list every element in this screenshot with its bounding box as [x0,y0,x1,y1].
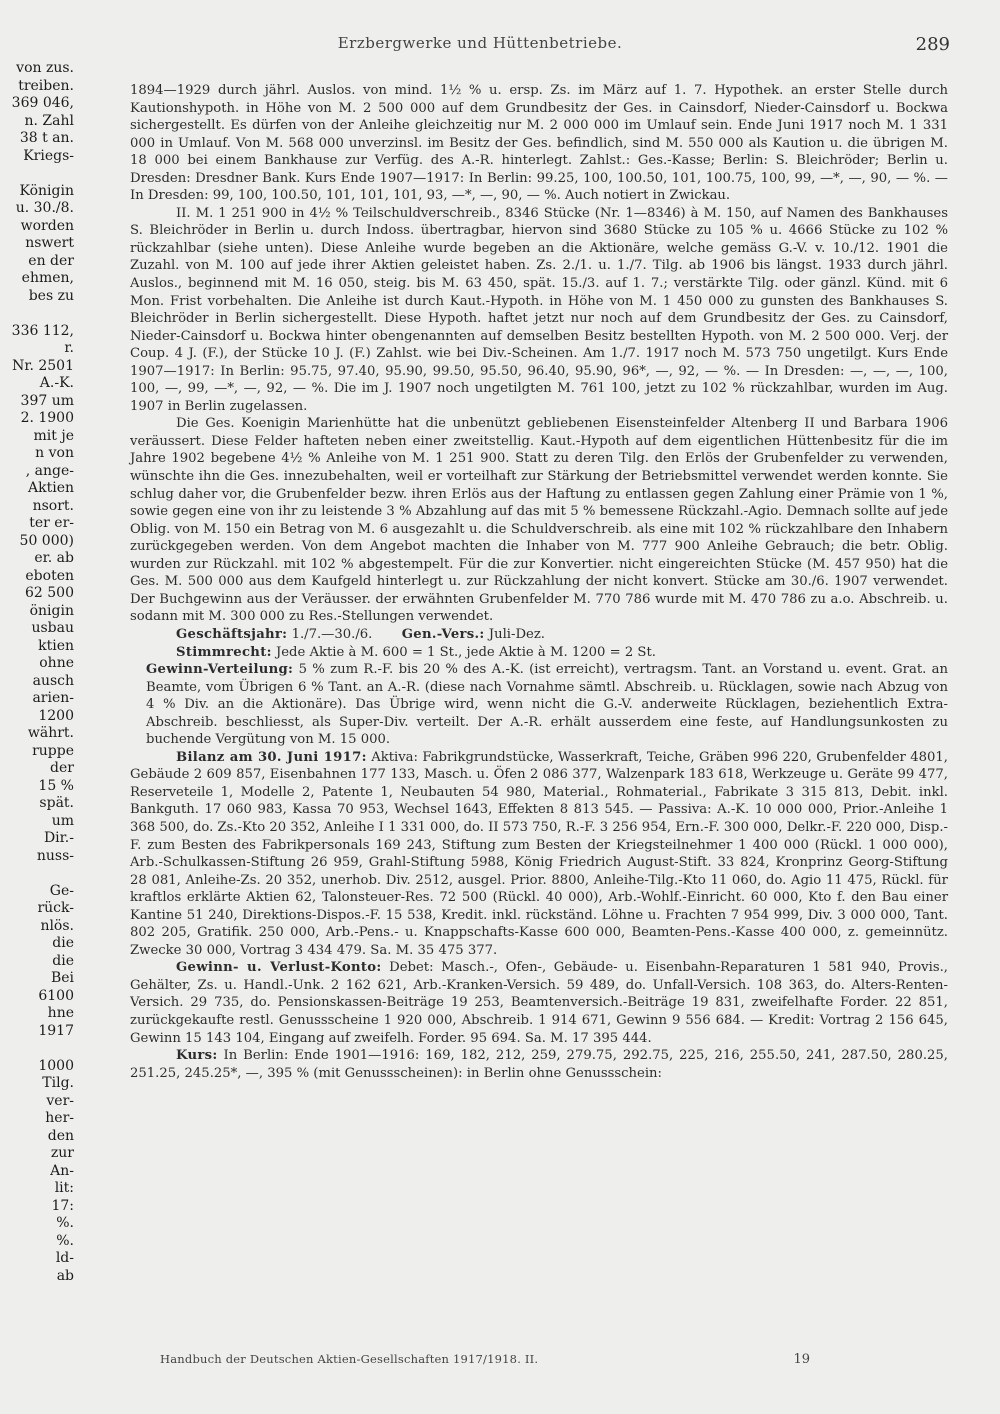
margin-line: nsort. [32,497,74,514]
margin-line: önigin [29,602,74,619]
geschaeftsjahr-value: 1./7.—30./6. [291,626,373,642]
margin-line: nswert [25,235,74,251]
guv-value: Debet: Masch.-, Ofen-, Gebäude- u. Eisenbahn-Reparaturen 1 581 940, Provis., Gehälter, Zs. u. Handl.-Unk. 2 162 621, Arb.-Kranken-Versich. 59 489, do. Unfall-Versich. 108 363, do. Alters-Renten-Versich. 29 735, do. Pensionskassen-Beiträge 19 253, Beamtenversich.-Beiträge 19 831, zweifelhafte Forder. 22 851, zurückgekaufte restl. Genussscheine 1 920 000, Abschreib. 1 914 671, Gewinn 9 556 684. — Kredit: Vortrag 2 156 645, Gewinn 15 143 104, Eingang auf zweifelh. Forder. 95 694. Sa. M. 17 395 444. [130,960,948,1046]
margin-line: 50 000) [19,532,74,549]
margin-line: 1200 [38,707,74,724]
margin-line: Nr. 2501 [12,357,74,374]
genvers-value: Juli-Dez. [488,626,545,642]
bilanz-value: Aktiva: Fabrikgrundstücke, Wasserkraft, Teiche, Gräben 996 220, Grubenfelder 4801, Gebäude 2 609 857, Eisenbahnen 177 133, Masch. u. Öfen 2 086 377, Walzenpark 183 618, Werkzeuge u. Geräte 99 477, Reserveteile 1, Modelle 2, Patente 1, Neubauten 54 980, Material., Rohmaterial., Fabrikate 3 315 813, Debit. inkl. Bankguth. 17 060 983, Kassa 70 953, Wechsel 1643, Effekten 8 813 545. — Passiva: A.-K. 10 000 000, Prior.-Anleihe 1 368 500, do. Zs.-Kto 20 352, Anleihe I 1 331 000, do. II 573 750, R.-F. 3 256 954, Ern.-F. 300 000, Delkr.-F. 220 000, Disp.-F. zum Besten des Fabrikpersonals 169 243, Stiftung zum Besten der Kriegsteilnehmer 1 400 000 (Rückl. 1 000 000), Arb.-Schulkassen-Stiftung 26 959, Grahl-Stiftung 5988, König Friedrich August-Stift. 33 824, Kronprinz Georg-Stiftung 28 081, Anleihe-Zs. 20 352, unerhob. Div. 2512, ausgel. Prior. 8800, Anleihe-Tilg.-Kto 11 060, do. Agio 11 475, Rückl. für kraftlos erklärte Aktien 62, Talonsteuer-Res. 72 500 (Rückl. 40 000), Arb.-Wohlf.-Einricht. 60 000, Kto f. den Bau einer Kantine 51 240, Direktions-Dispos.-F. 15 538, Kredit. inkl. rückständ. Löhne u. Frachten 7 954 999, Div. 3 000 000, Tant. 802 205, Gratifik. 250 000, Arb.-Pens.- u. Knappschafts-Kasse 600 000, Beamten-Pens.-Kasse 400 000, z. gemeinnütz. Zwecke 30 000, Vortrag 3 434 479. Sa. M. 35 475 377. [130,749,948,958]
margin-line: %. [56,1215,74,1231]
paragraph-konvertierung: Die Ges. Koenigin Marienhütte hat die unbenützt gebliebenen Eisensteinfelder Altenberg II und Barbara 1906 veräussert. Diese Felder hafteten neben einer zweitstellig. Kaut.-Hypoth auf dem eigentlichen Hüttenbesitz für die im Jahre 1902 begebene 4½ % Anleihe von M. 1 251 900. Statt zu deren Tilg. den Erlös der Grubenfelder zu verwenden, wünschte ihn die Ges. innezubehalten, weil er vorteilhaft zur Stärkung der Betriebsmittel verwendet werden konnte. Sie schlug daher vor, die Grubenfelder bezw. ihren Erlös aus der Haftung zu entlassen gegen Zahlung einer Prämie von 1 %, sowie gegen eine von ihr zu leistende 3 % Abzahlung auf das mit 5 % bemessene Rückzahl.-Agio. Demnach sollte auf jede Oblig. von M. 150 ein Betrag von M. 6 ausgezahlt u. die Schuldverschreib. als eine mit 102 % rückzahlbare den Inhabern zurückgegeben werden. Von dem Angebot machten die Inhaber von M. 777 900 Anleihe Gebrauch; die betr. Oblig. wurden zur Rückzahl. mit 102 % abgestempelt. Für die zur Konvertier. nicht eingereichten Stücke (M. 457 950) hat die Ges. M. 500 000 aus dem Kaufgeld hinterlegt u. zur Rückzahlung der nicht konvert. Stücke am 30./6. 1907 verwendet. Der Buchgewinn aus der Veräusser. der erwähnten Grubenfelder M. 770 786 wurde mit M. 470 786 zu a.o. Abschreib. u. sodann mit M. 300 000 zu Res.-Stellungen verwendet. [130,416,948,625]
paragraph-anleihe-i: 1894—1929 durch jährl. Auslos. von mind. 1½ % u. ersp. Zs. im März auf 1. 7. Hypothek. an erster Stelle durch Kautionshypoth. in Höhe von M. 2 500 000 auf dem Grundbesitz der Ges. in Cainsdorf, Nieder-Cainsdorf u. Bockwa sichergestellt. Es dürfen von der Anleihe gleichzeitig nur M. 2 000 000 im Umlauf sein. Ende Juni 1917 noch M. 1 331 000 in Umlauf. Von M. 568 000 unverzinsl. im Besitz der Ges. befindlich, sind M. 550 000 als Kaution u. die übrigen M. 18 000 bei einem Bankhause zur Verfüg. des A.-R. hinterlegt. Zahlst.: Ges.-Kasse; Berlin: S. Bleichröder; Berlin u. Dresden: Dresdner Bank. Kurs Ende 1907—1917: In Berlin: 99.25, 100, 100.50, 101, 100.75, 100, 99, —*, —, 90, — %. — In Dresden: 99, 100, 100.50, 101, 101, 101, 93, —*, —, 90, — %. Auch notiert in Zwickau. [130,83,948,204]
margin-line: ausch [32,672,74,689]
margin-line: n von [35,445,74,461]
margin-line: r. [64,340,74,356]
margin-line: ehmen, [21,270,74,286]
margin-line: arien- [32,690,74,706]
margin-line: Dir.- [43,830,74,846]
margin-line: ruppe [32,742,74,759]
margin-line: 1917 [38,1022,74,1039]
geschaeftsjahr-label: Geschäftsjahr: [176,626,288,642]
margin-line: 1000 [38,1057,74,1074]
main-text [130,82,948,1082]
margin-line: 38 t an. [19,130,74,146]
margin-line: 2. 1900 [20,410,74,426]
paragraph-kurs [130,1047,948,1082]
stimmrecht-value: Jede Aktie à M. 600 = 1 St., jede Aktie à M. 1200 = 2 St. [275,644,656,660]
margin-line: mit je [33,427,74,444]
margin-line: um [51,812,74,829]
paragraph-geschaeftsjahr [130,626,948,644]
margin-line: spät. [39,795,74,811]
margin-line: Ge- [49,882,74,899]
margin-line: von zus. [16,60,74,76]
margin-line: den [47,1127,74,1144]
margin-line: er. ab [34,550,74,566]
margin-line: en der [28,252,74,269]
margin-line: , ange- [25,462,74,479]
running-head-title: Erzbergwerke und Hüttenbetriebe. [337,34,623,52]
margin-line: treiben. [18,77,74,94]
margin-line: usbau [31,620,74,636]
margin-line: währt. [27,725,74,741]
margin-line: worden [20,217,74,234]
margin-line: zur [50,1145,74,1161]
margin-line: die [52,952,74,969]
left-margin-column [0,60,74,1285]
margin-line: die [52,935,74,951]
margin-line: ohne [39,655,74,671]
margin-line: ab [56,1267,74,1284]
bilanz-label: Bilanz am 30. Juni 1917: [176,749,367,765]
margin-line: eboten [25,567,74,584]
margin-line: ter er- [29,515,74,531]
margin-line [0,1040,74,1058]
genvers-label: Gen.-Vers.: [401,626,485,642]
margin-line: n. Zahl [24,112,74,129]
margin-line: 62 500 [25,585,74,601]
footer-source: Handbuch der Deutschen Aktien-Gesellschaften 1917/1918. II. [160,1352,539,1366]
margin-line [0,165,74,183]
page-number: 289 [915,34,950,55]
footer-signature: 19 [793,1352,810,1367]
paragraph-stimmrecht [130,644,948,662]
kurs-value: In Berlin: Ende 1901—1916: 169, 182, 212, 259, 279.75, 292.75, 225, 216, 255.50, 241, 287.50, 280.25, 251.25, 245.25*, —, 395 % (mit Genussscheinen): in Berlin ohne Genussschein: [130,1048,948,1081]
margin-line: 15 % [38,777,74,794]
paragraph-gewinn-verlust [130,959,948,1047]
margin-line: 336 112, [11,322,74,339]
margin-line: Königin [19,182,74,199]
paragraph-bilanz [130,749,948,960]
margin-line [0,305,74,323]
margin-line: Kriegs- [23,147,74,164]
margin-line: %. [56,1232,74,1249]
margin-line: 17: [51,1197,74,1214]
margin-line: ver- [46,1092,74,1109]
margin-line: 397 um [20,392,74,409]
margin-line: bes zu [28,287,74,304]
running-head [130,34,950,56]
margin-line: 369 046, [11,95,74,111]
margin-line: der [50,760,74,776]
margin-line: nlös. [40,917,74,934]
margin-line: 6100 [38,987,74,1004]
stimmrecht-label: Stimmrecht: [176,644,272,660]
margin-line: nuss- [36,847,74,864]
margin-line: lit: [54,1180,74,1196]
margin-line: her- [45,1110,74,1126]
margin-line: Tilg. [42,1075,74,1091]
margin-line: Bei [50,970,74,986]
gewinn-verteilung-label: Gewinn-Verteilung: [146,662,294,678]
margin-line: hne [47,1005,74,1021]
margin-line: ld- [55,1250,74,1266]
margin-line: u. 30./8. [15,200,74,216]
margin-line: Aktien [28,480,74,496]
paragraph-gewinn-verteilung [130,661,948,749]
margin-line: ktien [38,637,74,654]
guv-label: Gewinn- u. Verlust-Konto: [176,960,382,976]
margin-line: A.-K. [39,375,74,391]
gewinn-verteilung-value: 5 % zum R.-F. bis 20 % des A.-K. (ist erreicht), vertragsm. Tant. an Vorstand u. event. Grat. an Beamte, vom Übrigen 6 % Tant. an A.-R. (diese nach Vornahme sämtl. Abschreib. u. Rücklagen, sowie nach Abzug von 4 % Div. an die Aktionäre). Das Übrige wird, wenn nicht die G.-V. anderweite Rücklagen, beziehentlich Extra-Abschreib. beschliesst, als Super-Div. verteilt. Der A.-R. erhält ausserdem eine feste, auf Handlungsunkosten zu buchende Vergütung von M. 15 000. [146,662,948,748]
page-footer [160,1352,860,1366]
margin-line [0,865,74,883]
margin-line: An- [50,1162,74,1179]
margin-line: rück- [37,900,74,916]
kurs-label: Kurs: [176,1048,218,1064]
paragraph-anleihe-ii: II. M. 1 251 900 in 4½ % Teilschuldverschreib., 8346 Stücke (Nr. 1—8346) à M. 150, auf Namen des Bankhauses S. Bleichröder in Berlin u. durch Indoss. übertragbar, hiervon sind 3680 Stücke zu 105 % u. 4666 Stücke zu 102 % rückzahlbar (siehe unten). Diese Anleihe wurde begeben an die Aktionäre, welche gemäss G.-V. v. 10./12. 1901 die Zuzahl. von M. 100 auf jede ihrer Aktien geleistet haben. Zs. 2./1. u. 1./7. Tilg. ab 1906 bis längst. 1933 durch jährl. Auslos., beginnend mit M. 16 050, steig. bis M. 63 450, spät. 15./3. auf 1. 7.; verstärkte Tilg. oder gänzl. Künd. mit 6 Mon. Frist vorbehalten. Die Anleihe ist durch Kaut.-Hypoth. in Höhe von M. 1 450 000 zu gunsten des Bankhauses S. Bleichröder in Berlin sichergestellt. Diese Hypoth. haftet jetzt nur noch auf dem Grundbesitz der Ges. zu Cainsdorf, Nieder-Cainsdorf u. Bockwa hinter obengenannten auf demselben Besitz bestellten Hypoth. von M. 2 500 000. Verj. der Coup. 4 J. (F.), der Stücke 10 J. (F.) Zahlst. wie bei Div.-Scheinen. Am 1./7. 1917 noch M. 573 750 ungetilgt. Kurs Ende 1907—1917: In Berlin: 95.75, 97.40, 95.90, 99.50, 95.50, 96.40, 95.90, 96*, —, 92, — %. — In Dresden: —, —, —, 100, 100, —, 99, —*, —, 92, — %. Die im J. 1907 noch ungetilgten M. 761 100, jetzt zu 102 % rückzahlbar, wurden im Aug. 1907 in Berlin zugelassen. [130,205,948,414]
